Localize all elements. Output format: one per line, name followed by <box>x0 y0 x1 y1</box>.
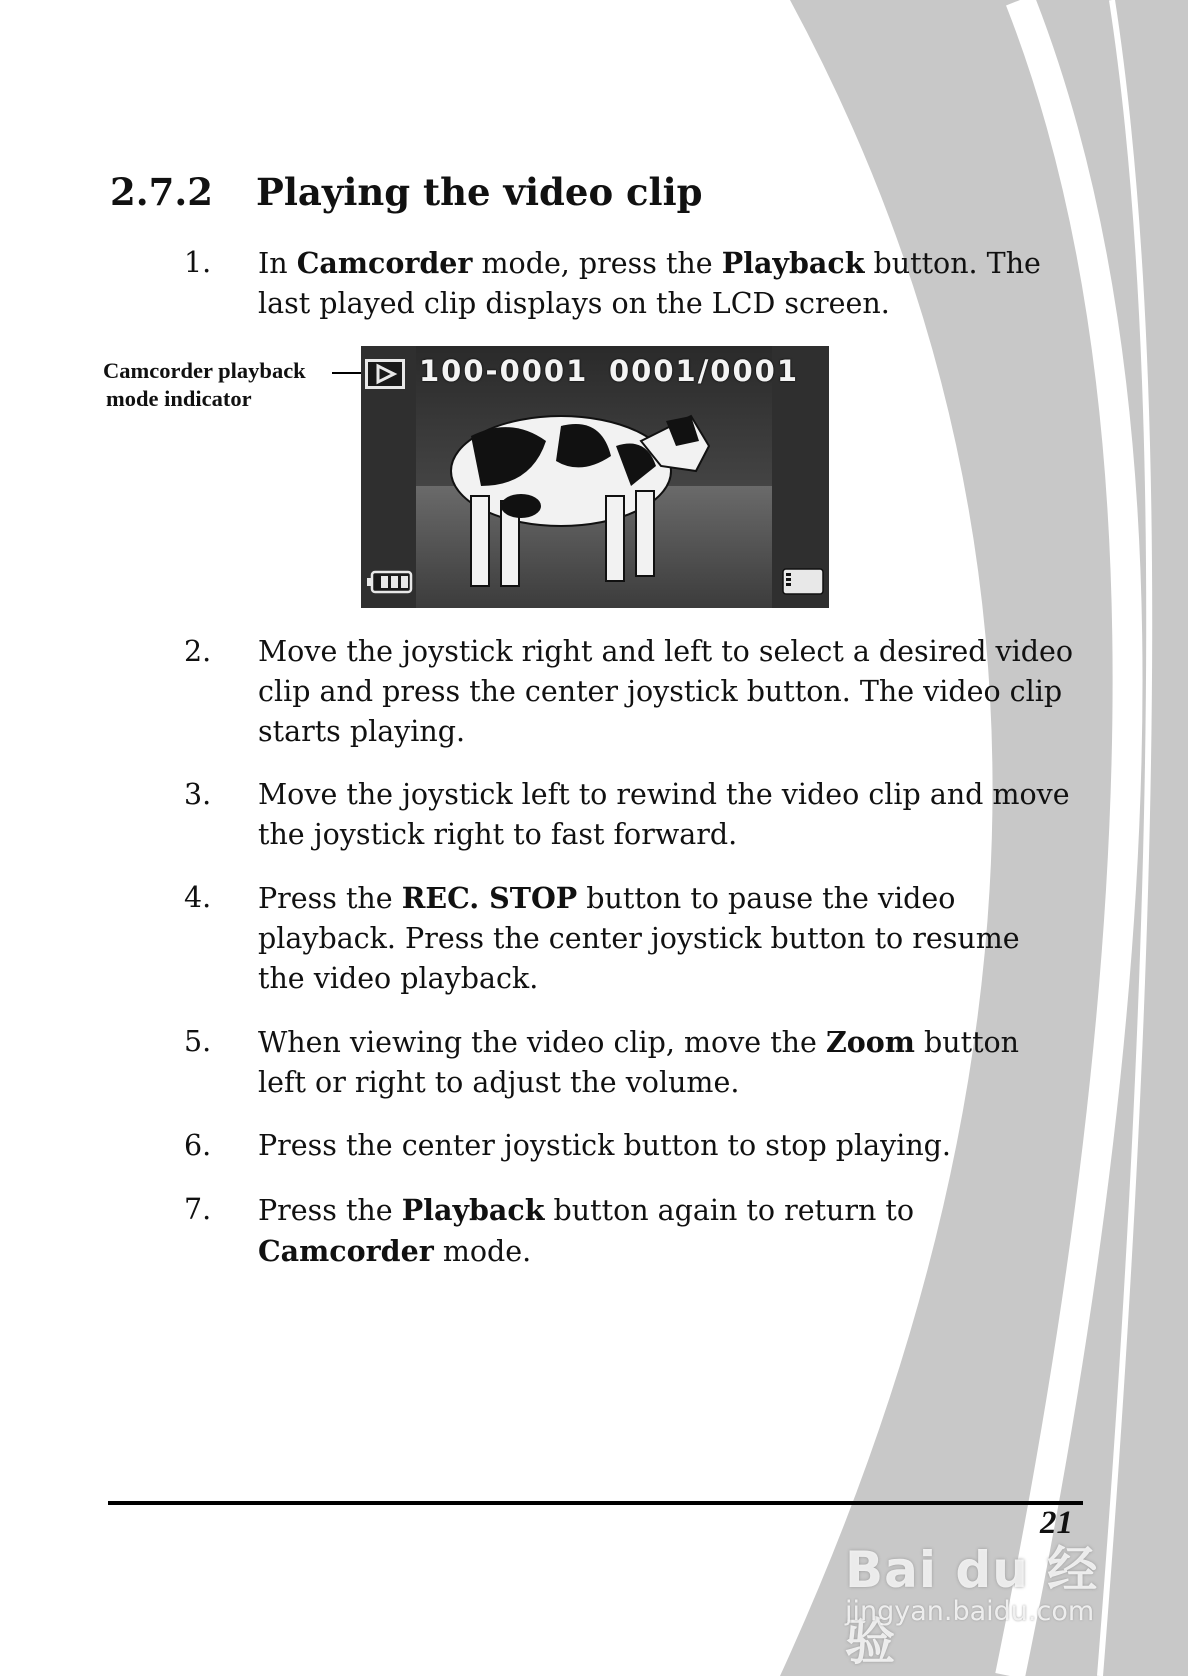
step-number: 2. <box>184 635 212 668</box>
footer-rule <box>108 1501 1083 1505</box>
lcd-screenshot <box>361 346 829 608</box>
lcd-clip-counter: 0001/0001 <box>609 354 800 388</box>
callout-line-2: mode indicator <box>106 386 252 411</box>
step-text: Press the center joystick button to stop playing. <box>258 1129 951 1162</box>
step-number: 1. <box>184 246 212 279</box>
step-number: 3. <box>184 778 212 811</box>
step-text: Press the Playback button again to return to Camcorder mode. <box>258 1193 915 1268</box>
step-number: 6. <box>184 1129 212 1162</box>
watermark-url: jingyan.baidu.com <box>845 1596 1095 1627</box>
section-number: 2.7.2 <box>110 170 213 214</box>
step-number: 7. <box>184 1193 212 1226</box>
baidu-watermark <box>835 1508 1135 1671</box>
playback-mode-indicator-icon <box>365 359 405 389</box>
battery-icon <box>367 570 413 594</box>
section-title: Playing the video clip <box>256 170 703 214</box>
page-number: 21 <box>1040 1505 1073 1541</box>
step-number: 5. <box>184 1025 212 1058</box>
figure-callout <box>103 357 306 413</box>
step-text: Press the REC. STOP button to pause the video playback. Press the center joystick button to resume the video playback. <box>258 881 1020 995</box>
memory-card-icon <box>781 566 825 596</box>
step-text: When viewing the video clip, move the Zoom button left or right to adjust the volume. <box>258 1025 1020 1099</box>
step-number: 4. <box>184 881 212 914</box>
section-heading <box>110 170 703 214</box>
callout-line-1: Camcorder playback <box>103 358 306 383</box>
step-text: In Camcorder mode, press the Playback button. The last played clip displays on the LCD screen. <box>258 246 1041 320</box>
step-text: Move the joystick left to rewind the video clip and move the joystick right to fast forward. <box>258 778 1070 851</box>
watermark-brand: Bai du 经验 <box>845 1541 1099 1671</box>
callout-leader-line <box>332 372 362 374</box>
step-text: Move the joystick right and left to select a desired video clip and press the center joystick button. The video clip starts playing. <box>258 635 1074 748</box>
lcd-folder-file-number: 100-0001 <box>419 354 589 388</box>
